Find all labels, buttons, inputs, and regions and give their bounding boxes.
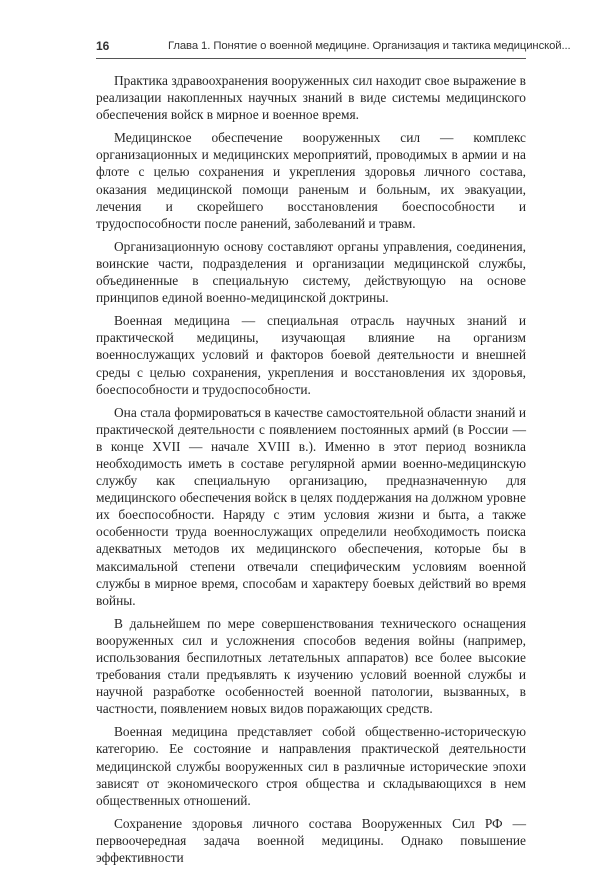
body-text (96, 72, 526, 872)
paragraph: Организационную основу составляют органы управления, соединения, воинские части, подразделения и организации медицинской службы, объединенные в специальную систему, действующую на основе принципов единой военно-медицинской доктрины. (96, 238, 526, 306)
paragraph: Сохранение здоровья личного состава Вооруженных Сил РФ — первоочередная задача военной медицины. Однако повышение эффективности (96, 815, 526, 866)
paragraph: Практика здравоохранения вооруженных сил находит свое выражение в реализации накопленных научных знаний в виде системы медицинского обеспечения войск в мирное и военное время. (96, 73, 526, 123)
paragraph: Медицинское обеспечение вооруженных сил — комплекс организационных и медицинских мероприятий, проводимых в армии и на флоте с целью сохранения и укрепления здоровья личного состава, оказания медицинской помощи раненым и больным, их эвакуации, лечения и скорейшего восстановления боеспособности и трудоспособности после ранений, заболеваний и травм. (96, 130, 526, 231)
chapter-title: Глава 1. Понятие о военной медицине. Организация и тактика медицинской... (168, 40, 571, 52)
running-header (96, 36, 571, 59)
paragraph: Она стала формироваться в качестве самостоятельной области знаний и практической деятельности с появлением постоянных армий (в России — в конце XVII — начале XVIII в.). Именно в этот период возникла необходимость иметь в составе регулярной армии военно-медицинскую службу как специальную организацию, предназначенную для медицинского обеспечения войск в целях поддержания на должном уровне их боеспособности. Наряду с этим условия жизни и быта, а также особенности труда военнослужащих определили необходимость поиска адекватных методов их медицинского обеспечения, которые бы в максимальной степени отвечали специфическим условиям военной службы в мирное время, способам и характеру боевых действий во время войны. (96, 404, 526, 608)
page-number: 16 (96, 39, 110, 53)
paragraph: Военная медицина представляет собой общественно-историческую категорию. Ее состояние и направления практической деятельности медицинской службы вооруженных сил в различные исторические эпохи зависят от экономического строя общества и складывающихся в нем общественных отношений. (96, 724, 526, 808)
paragraph: В дальнейшем по мере совершенствования технического оснащения вооруженных сил и усложнения способов ведения войны (например, использования беспилотных летательных аппаратов) все более высокие требования стали предъявлять к изучению условий военной службы и научной разработке особенностей военной патологии, вызванных, в частности, появлением новых видов поражающих средств. (96, 615, 526, 717)
paragraph: Военная медицина — специальная отрасль научных знаний и практической медицины, изучающая влияние на организм военнослужащих условий и факторов боевой деятельности и внешней среды с целью сохранения, укрепления и восстановления их здоровья, боеспособности и трудоспособности. (96, 313, 526, 397)
